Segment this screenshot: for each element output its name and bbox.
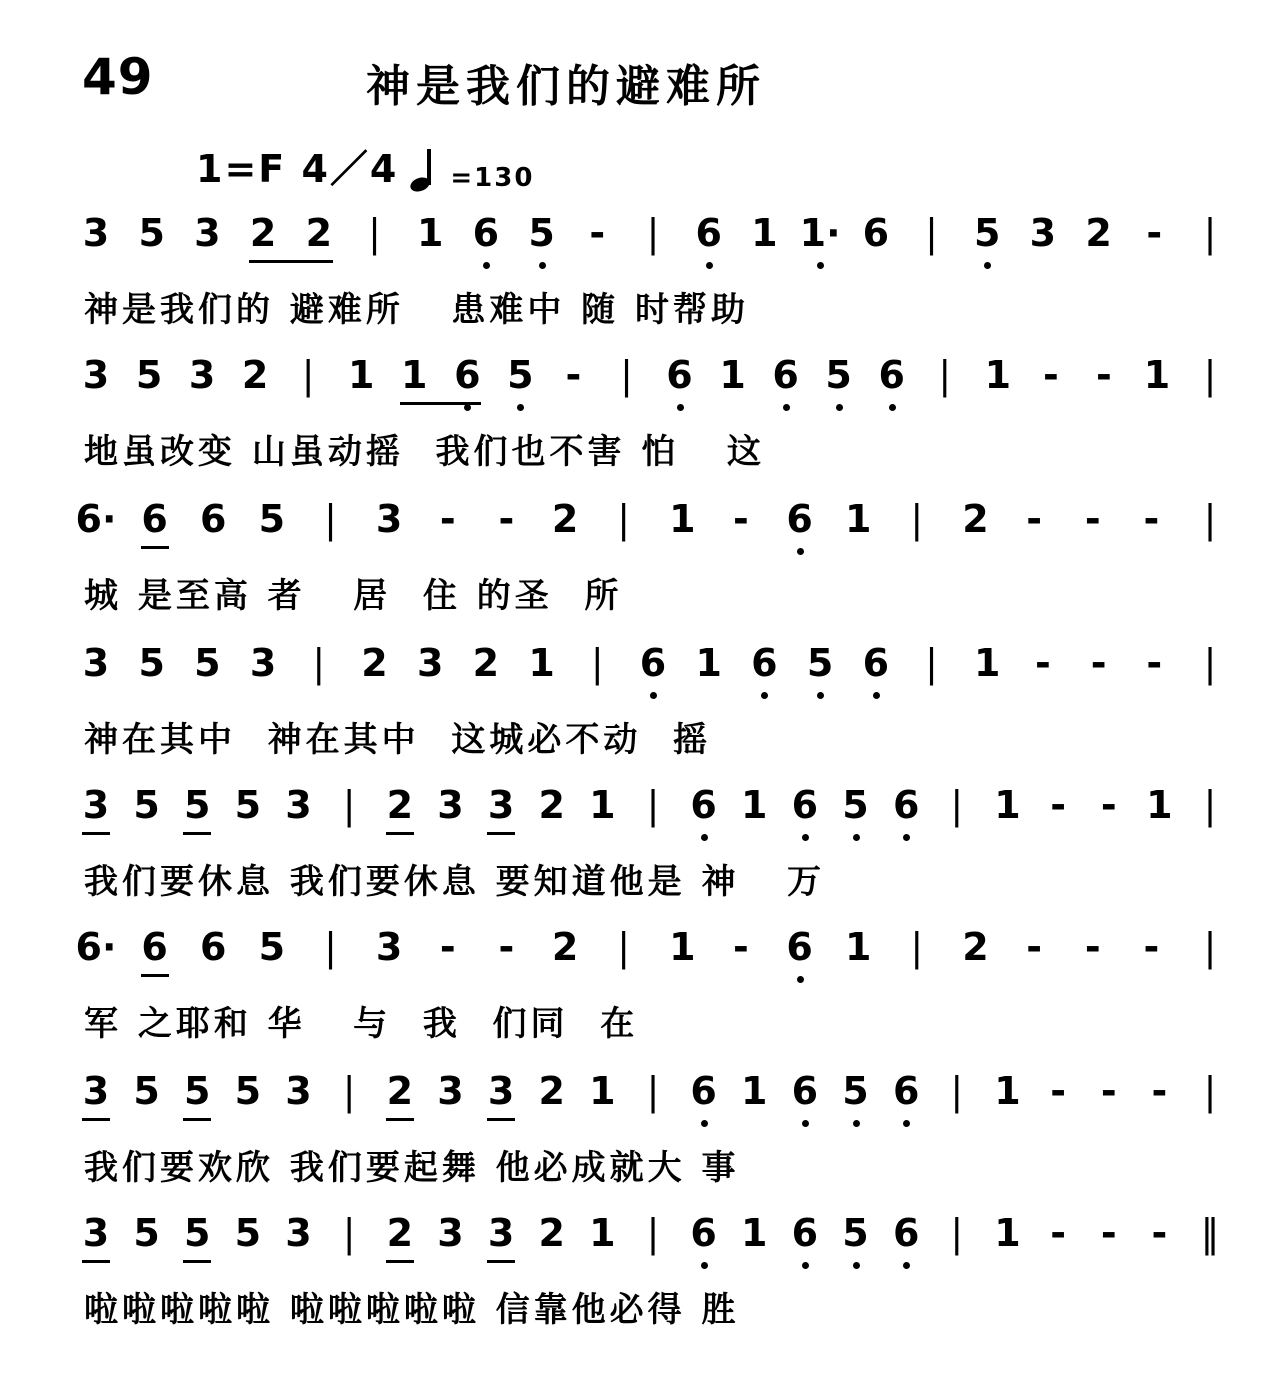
tempo-marking: =130: [450, 163, 535, 193]
note: 5: [133, 1069, 160, 1113]
dash: -: [1035, 641, 1051, 685]
note: 5: [972, 210, 1002, 256]
note: 5: [258, 925, 286, 969]
barline: |: [1203, 1069, 1217, 1113]
lower-octave-dot: [701, 834, 708, 841]
note: 3: [1029, 211, 1057, 255]
note: 6: [471, 210, 501, 256]
note: 3: [188, 353, 216, 397]
dash: -: [1090, 641, 1107, 685]
note: 5: [234, 1069, 262, 1113]
barline: |: [1203, 641, 1217, 685]
note: 3: [249, 641, 277, 685]
note: 6: [790, 1210, 820, 1256]
note: 3: [487, 1211, 515, 1255]
note: 1: [994, 1069, 1021, 1113]
note: 1: [994, 783, 1021, 827]
note: 1: [669, 925, 696, 969]
barline: |: [938, 353, 952, 397]
note: 6: [891, 782, 921, 828]
note: 5: [258, 497, 286, 541]
eighth-note-underline: [386, 832, 414, 835]
eighth-note-underline: [82, 1118, 110, 1121]
dash: -: [1143, 497, 1160, 541]
note: 3: [437, 1211, 464, 1255]
dash: -: [1100, 1069, 1117, 1113]
note: 6: [689, 1068, 719, 1114]
barline: |: [342, 1069, 356, 1113]
quarter-note-icon: [408, 147, 448, 193]
note: 1: [741, 783, 768, 827]
barline: |: [646, 783, 660, 827]
note: 5: [138, 211, 165, 255]
dash: -: [498, 925, 515, 969]
barline: |: [324, 497, 337, 541]
dash: -: [439, 497, 456, 541]
lower-octave-dot: [853, 1262, 860, 1269]
note: 6: [785, 924, 815, 970]
eighth-note-underline: [82, 832, 110, 835]
note: 2: [538, 1069, 565, 1113]
note: 5: [184, 1069, 211, 1113]
lower-octave-dot: [836, 404, 843, 411]
dash: -: [589, 211, 606, 255]
barline: |: [590, 641, 604, 685]
dash: -: [1096, 353, 1112, 397]
note: 6: [452, 352, 482, 398]
dash: -: [1100, 1211, 1117, 1255]
note: 1: [741, 1069, 768, 1113]
barline: |: [617, 925, 631, 969]
dash: -: [1084, 925, 1101, 969]
lower-octave-dot: [701, 1262, 708, 1269]
eighth-note-underline: [487, 832, 515, 835]
eighth-note-underline: [487, 1118, 515, 1121]
barline: |: [950, 783, 964, 827]
barline: |: [646, 1211, 660, 1255]
barline: |: [1203, 925, 1217, 969]
note: 5: [133, 1211, 160, 1255]
note: 1: [348, 353, 375, 397]
note: 1: [719, 353, 746, 397]
lyric-line: 神在其中 神在其中 这城必不动 摇: [84, 720, 712, 760]
note: 3: [285, 783, 312, 827]
note: 6: [861, 640, 891, 686]
barline: |: [1203, 783, 1217, 827]
note: 2: [551, 925, 579, 969]
dash: -: [1026, 497, 1042, 541]
lower-octave-dot: [677, 404, 684, 411]
lower-octave-dot: [797, 976, 804, 983]
lower-octave-dot: [984, 262, 991, 269]
note: 5: [805, 640, 835, 686]
note: 3: [375, 925, 403, 969]
barline: |: [646, 211, 660, 255]
eighth-note-underline: [386, 1118, 414, 1121]
note: 2: [241, 353, 269, 397]
lyric-line: 啦啦啦啦啦 啦啦啦啦啦 信靠他必得 胜: [84, 1290, 740, 1330]
note: 2: [538, 1211, 565, 1255]
lower-octave-dot: [701, 1120, 708, 1127]
note: 1: [669, 497, 696, 541]
dash: -: [1100, 783, 1117, 827]
eighth-note-underline: [82, 1260, 110, 1263]
lower-octave-dot: [903, 834, 910, 841]
note: 2: [1085, 211, 1112, 255]
note: 5: [505, 352, 535, 398]
song-number: 49: [82, 48, 154, 106]
note: 5: [234, 1211, 262, 1255]
note: 6: [200, 497, 227, 541]
note: 1: [589, 783, 616, 827]
note: 1: [1146, 783, 1173, 827]
note: 5: [194, 641, 221, 685]
note: 6: [891, 1068, 921, 1114]
note: 6: [771, 352, 801, 398]
barline: |: [925, 641, 938, 685]
note: 1: [741, 1211, 768, 1255]
note: 6: [689, 1210, 719, 1256]
eighth-note-underline: [183, 832, 211, 835]
key-time-signature: [196, 138, 534, 193]
lower-octave-dot: [903, 1262, 910, 1269]
note: 6: [665, 352, 695, 398]
dash: -: [1050, 1211, 1066, 1255]
eighth-note-underline: [183, 1118, 211, 1121]
lyric-line: 军 之耶和 华 与 我 们同 在: [84, 1004, 639, 1044]
note: 2: [962, 925, 989, 969]
barline: |: [324, 925, 337, 969]
note: 5: [138, 641, 165, 685]
lower-octave-dot: [903, 1120, 910, 1127]
lyric-line: 我们要欢欣 我们要起舞 他必成就大 事: [84, 1148, 740, 1188]
note: 2: [386, 1069, 414, 1113]
barline: |: [342, 1211, 356, 1255]
note: 6: [689, 782, 719, 828]
note: 1: [1143, 353, 1171, 397]
note: 6: [200, 925, 227, 969]
note: 3: [375, 497, 403, 541]
note: 6: [785, 496, 815, 542]
note: 2: [386, 783, 414, 827]
lower-octave-dot: [761, 692, 768, 699]
barline: |: [301, 353, 315, 397]
dash: -: [1146, 211, 1163, 255]
note: 6: [790, 1068, 820, 1114]
note: 1: [401, 353, 428, 397]
barline: |: [617, 497, 631, 541]
barline: |: [646, 1069, 660, 1113]
eighth-note-underline: [400, 402, 481, 405]
barline: |: [368, 211, 381, 255]
lower-octave-dot: [706, 262, 713, 269]
note: 3: [82, 1211, 110, 1255]
note: 2: [962, 497, 989, 541]
note: 1: [844, 497, 872, 541]
lower-octave-dot: [802, 1120, 809, 1127]
lower-octave-dot: [464, 404, 471, 411]
barline: |: [1203, 353, 1217, 397]
dash: -: [1151, 1069, 1168, 1113]
lower-octave-dot: [853, 834, 860, 841]
note: 6: [141, 497, 168, 541]
dash: -: [1146, 641, 1163, 685]
note: 5: [135, 353, 163, 397]
note: 1: [589, 1211, 616, 1255]
barline: |: [620, 353, 633, 397]
barline: |: [950, 1211, 964, 1255]
barline: |: [910, 497, 924, 541]
song-title: 神是我们的避难所: [366, 61, 766, 112]
lower-octave-dot: [802, 834, 809, 841]
dash: -: [565, 353, 582, 397]
note: 3: [487, 783, 515, 827]
note: 1: [973, 641, 1001, 685]
note: 2: [472, 641, 500, 685]
dash: -: [1084, 497, 1101, 541]
barline: |: [910, 925, 924, 969]
note: 6: [877, 352, 907, 398]
lower-octave-dot: [517, 404, 524, 411]
barline: |: [342, 783, 356, 827]
note: 3: [416, 641, 444, 685]
lower-octave-dot: [539, 262, 546, 269]
lower-octave-dot: [817, 692, 824, 699]
note: 3: [82, 353, 110, 397]
eighth-note-underline: [141, 546, 169, 549]
dash: -: [1050, 783, 1066, 827]
dash: -: [733, 497, 749, 541]
lyric-line: 我们要休息 我们要休息 要知道他是 神 万: [84, 862, 826, 902]
key-signature: 1=F 4／4: [196, 147, 399, 191]
note: 3: [82, 641, 110, 685]
lower-octave-dot: [853, 1120, 860, 1127]
eighth-note-underline: [386, 1260, 414, 1263]
note: 2: [551, 497, 579, 541]
note: 3: [487, 1069, 515, 1113]
dash: -: [1151, 1211, 1168, 1255]
lower-octave-dot: [483, 262, 490, 269]
note: 3: [437, 783, 464, 827]
eighth-note-underline: [141, 974, 169, 977]
note: 3: [285, 1069, 312, 1113]
note: 3: [285, 1211, 312, 1255]
barline: |: [1203, 211, 1217, 255]
note: 6: [862, 211, 890, 255]
lyric-line: 城 是至高 者 居 住 的圣 所: [84, 576, 623, 616]
note: 2: [386, 1211, 414, 1255]
note: 6·: [75, 497, 117, 541]
note: 5: [527, 210, 557, 256]
lyric-line: 地虽改变 山虽动摇 我们也不害 怕 这: [84, 432, 765, 472]
note: 1: [589, 1069, 616, 1113]
note: 6: [638, 640, 668, 686]
lower-octave-dot: [650, 692, 657, 699]
lyric-line: 神是我们的 避难所 患难中 随 时帮助: [84, 290, 750, 330]
note: 5: [133, 783, 160, 827]
note: 1·: [794, 210, 846, 256]
eighth-note-underline: [249, 260, 333, 263]
note: 1: [528, 641, 555, 685]
note: 6·: [75, 925, 117, 969]
note: 1: [844, 925, 872, 969]
note: 5: [184, 1211, 211, 1255]
note: 5: [234, 783, 262, 827]
note: 5: [824, 352, 854, 398]
note: 5: [841, 1210, 871, 1256]
dash: -: [1050, 1069, 1066, 1113]
lower-octave-dot: [817, 262, 824, 269]
note: 5: [841, 1068, 871, 1114]
dash: -: [733, 925, 749, 969]
lower-octave-dot: [873, 692, 880, 699]
note: 6: [141, 925, 168, 969]
barline: |: [1203, 497, 1217, 541]
note: 1: [994, 1211, 1021, 1255]
barline: ‖: [1200, 1211, 1220, 1255]
note: 5: [841, 782, 871, 828]
dash: -: [1143, 925, 1160, 969]
note: 6: [694, 210, 724, 256]
note: 3: [82, 1069, 110, 1113]
note: 6: [891, 1210, 921, 1256]
dash: -: [439, 925, 456, 969]
dash: -: [1026, 925, 1042, 969]
note: 5: [184, 783, 211, 827]
note: 6: [749, 640, 779, 686]
note: 1: [751, 211, 778, 255]
note: 3: [194, 211, 221, 255]
eighth-note-underline: [487, 1260, 515, 1263]
barline: |: [925, 211, 938, 255]
lower-octave-dot: [889, 404, 896, 411]
note: 6: [790, 782, 820, 828]
note: 1: [416, 211, 444, 255]
note: 3: [82, 783, 110, 827]
note: 3: [437, 1069, 464, 1113]
dash: -: [1042, 353, 1059, 397]
note: 1: [984, 353, 1012, 397]
lower-octave-dot: [797, 548, 804, 555]
dash: -: [498, 497, 515, 541]
note: 2: [305, 211, 333, 255]
lower-octave-dot: [802, 1262, 809, 1269]
eighth-note-underline: [183, 1260, 211, 1263]
lower-octave-dot: [783, 404, 790, 411]
note: 2: [249, 211, 277, 255]
note: 3: [82, 211, 110, 255]
note: 1: [695, 641, 722, 685]
barline: |: [312, 641, 326, 685]
barline: |: [950, 1069, 964, 1113]
note: 2: [361, 641, 388, 685]
note: 2: [538, 783, 565, 827]
